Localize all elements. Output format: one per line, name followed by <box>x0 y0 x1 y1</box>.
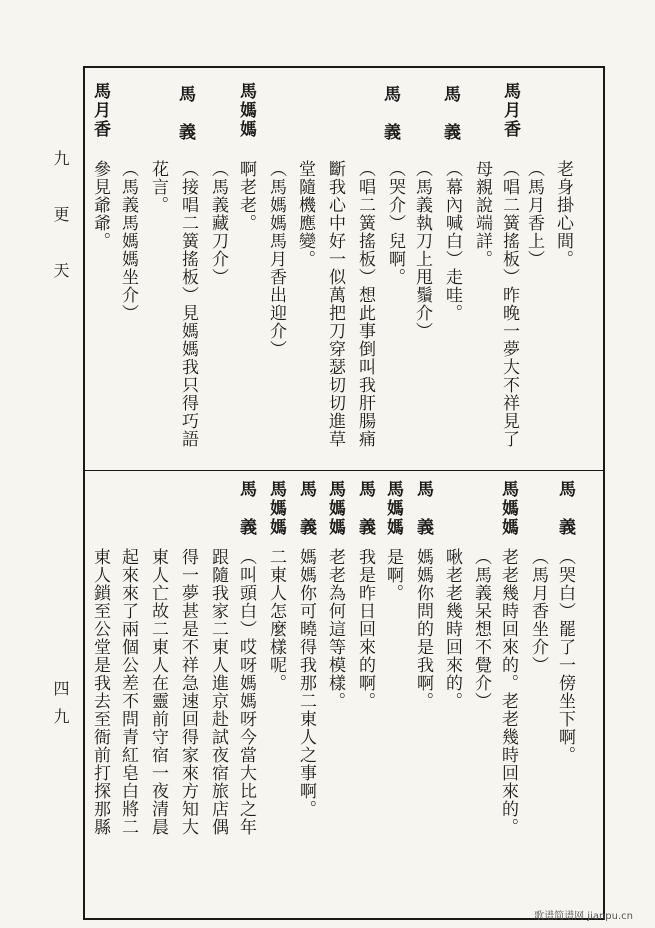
script-line: 花言。 <box>148 160 168 214</box>
script-line: （哭介）兒啊。 <box>385 160 405 286</box>
script-line: 得一夢甚是不祥急速回得家來方知大 <box>178 548 198 836</box>
speaker-label: 馬媽媽 <box>383 480 403 537</box>
script-line: （馬義執刀上甩鬚介） <box>412 160 432 340</box>
page-number: 四九 <box>51 680 70 736</box>
speaker-label: 馬月香 <box>500 82 520 139</box>
watermark: 歌谱简谱网 jianpu.cn <box>534 911 633 922</box>
speaker-label: 馬 義 <box>413 480 433 537</box>
speaker-label: 馬 義 <box>440 85 460 142</box>
script-line: （馬媽媽馬月香出迎介） <box>266 160 286 358</box>
script-line: （幕內喊白）走哇。 <box>442 160 462 322</box>
speaker-label: 馬媽媽 <box>498 480 518 537</box>
script-line: （馬義馬媽媽坐介） <box>118 160 138 322</box>
script-line: 東人鎖至公堂是我去至衙前打探那縣 <box>90 548 110 836</box>
script-line: （馬月香坐介） <box>528 548 548 674</box>
script-line: 老老為何這等模樣。 <box>325 548 345 710</box>
script-line: 啊老老。 <box>236 160 256 232</box>
script-line: （馬義呆想不覺介） <box>471 548 491 710</box>
script-line: （唱二簧搖板）昨晚一夢大不祥見了 <box>499 160 519 448</box>
script-line: 起來來了兩個公差不問青紅皂白將二 <box>118 548 138 836</box>
script-line: 媽媽你可曉得我那二東人之事啊。 <box>296 548 316 818</box>
script-line: 東人亡故二東人在靈前守宿一夜清晨 <box>148 548 168 836</box>
script-line: 老身掛心間。 <box>553 160 573 268</box>
script-line: 啾老老幾時回來的。 <box>442 548 462 710</box>
script-line: （唱二簧搖板）想此事倒叫我肝腸痛 <box>355 160 375 448</box>
script-line: 我是昨日回來的啊。 <box>355 548 375 710</box>
speaker-label: 馬媽媽 <box>325 480 345 537</box>
running-header: 九 更 天 <box>51 150 70 290</box>
speaker-label: 馬 義 <box>555 480 575 537</box>
script-line: 斷我心中好一似萬把刀穿瑟切切進草 <box>325 160 345 448</box>
script-line: 堂隨機應變。 <box>295 160 315 268</box>
speaker-label: 馬媽媽 <box>236 82 256 139</box>
script-line: 母親說端詳。 <box>472 160 492 268</box>
speaker-label: 馬月香 <box>90 82 110 139</box>
speaker-label: 馬 義 <box>296 480 316 537</box>
script-line: 二東人怎麼樣呢。 <box>266 548 286 692</box>
speaker-label: 馬 義 <box>236 480 256 537</box>
section-divider <box>83 470 605 471</box>
speaker-label: 馬媽媽 <box>266 480 286 537</box>
speaker-label: 馬 義 <box>380 85 400 142</box>
script-line: （接唱二簧搖板）見媽媽我只得巧語 <box>178 160 198 448</box>
speaker-label: 馬 義 <box>355 480 375 537</box>
script-line: （馬月香上） <box>524 160 544 268</box>
script-line: （叫頭白）哎呀媽媽呀今當大比之年 <box>236 548 256 836</box>
script-line: 是啊。 <box>383 548 403 602</box>
script-line: 媽媽你問的是我啊。 <box>413 548 433 710</box>
speaker-label: 馬 義 <box>175 85 195 142</box>
script-line: 參見爺爺。 <box>90 160 110 250</box>
script-line: 老老幾時回來的。老老幾時回來的。 <box>498 548 518 836</box>
script-line: 跟隨我家二東人進京赴試夜宿旅店偶 <box>208 548 228 836</box>
script-line: （哭白）罷了一傍坐下啊。 <box>555 548 575 764</box>
script-line: （馬義藏刀介） <box>208 160 228 286</box>
